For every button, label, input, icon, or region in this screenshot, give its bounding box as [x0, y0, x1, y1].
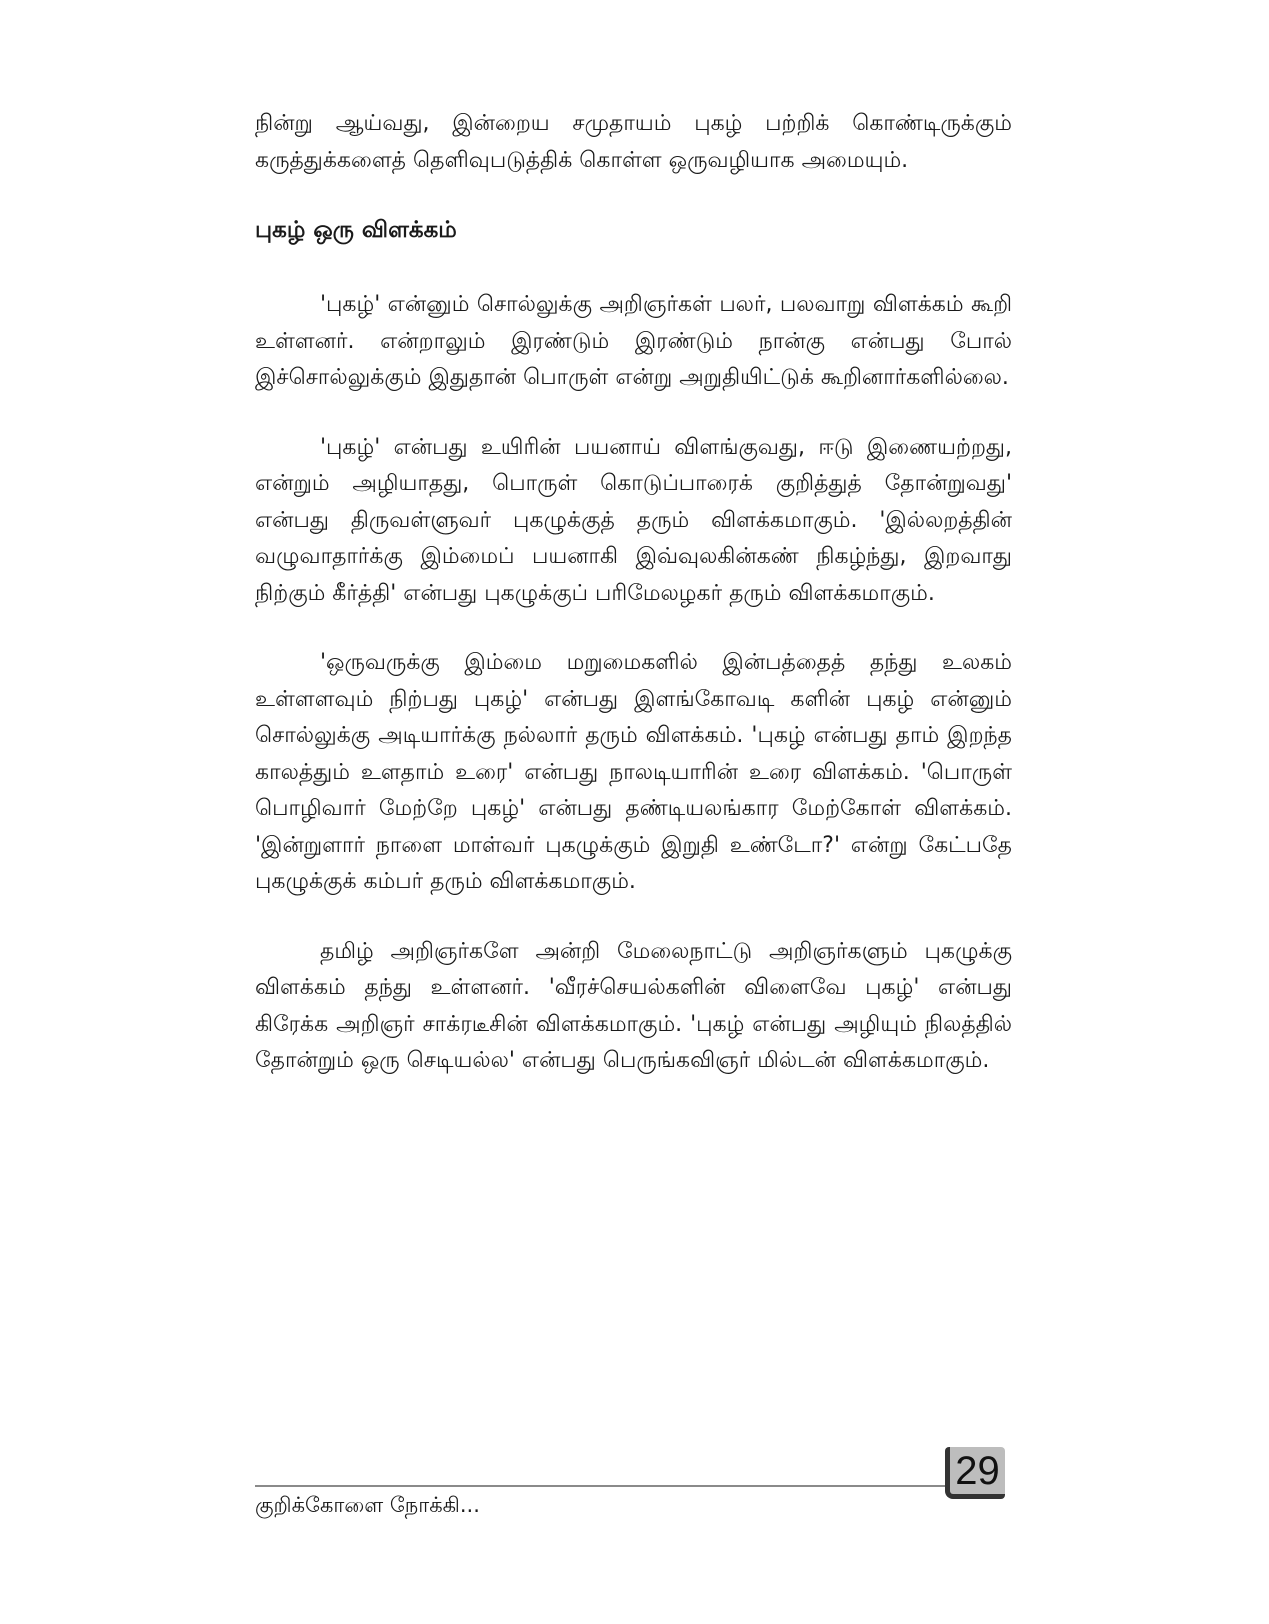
running-footer-title: குறிக்கோளை நோக்கி...: [255, 1493, 480, 1517]
paragraph-2: 'புகழ்' என்பது உயிரின் பயனாய் விளங்குவது, ஈடு இணையற்றது, என்றும் அழியாதது, பொருள் கொடுப்பாரைக் குறித்துத் தோன்றுவது' என்பது திருவள்ளுவர் புகழுக்குத் தரும் விளக்கமாகும். 'இல்லறத்தின் வழுவாதார்க்கு இம்மைப் பயனாகி இவ்வுலகின்கண் நிகழ்ந்து, இறவாது நிற்கும் கீர்த்தி' என்பது புகழுக்குப் பரிமேலழகர் தரும் விளக்கமாகும்.: [255, 434, 1012, 606]
paragraph-intro: நின்று ஆய்வது, இன்றைய சமுதாயம் புகழ் பற்றிக் கொண்டிருக்கும் கருத்துக்களைத் தெளிவுபடுத்திக் கொள்ள ஒருவழியாக அமையும்.: [255, 111, 1012, 173]
paragraph-3: 'ஒருவருக்கு இம்மை மறுமைகளில் இன்பத்தைத் தந்து உலகம் உள்ளளவும் நிற்பது புகழ்' என்பது இளங்கோவடி களின் புகழ் என்னும் சொல்லுக்கு அடியார்க்கு நல்லார் தரும் விளக்கம். 'புகழ் என்பது தாம் இறந்த காலத்தும் உளதாம் உரை' என்பது நாலடியாரின் உரை விளக்கம். 'பொருள் பொழிவார் மேற்றே புகழ்' என்பது தண்டியலங்கார மேற்கோள் விளக்கம். 'இன்றுளார் நாளை மாள்வர் புகழுக்கும் இறுதி உண்டோ?' என்று கேட்பதே புகழுக்குக் கம்பர் தரும் விளக்கமாகும்.: [255, 650, 1012, 894]
paragraph-4: தமிழ் அறிஞர்களே அன்றி மேலைநாட்டு அறிஞர்களும் புகழுக்கு விளக்கம் தந்து உள்ளனர். 'வீரச்செயல்களின் விளைவே புகழ்' என்பது கிரேக்க அறிஞர் சாக்ரடீசின் விளக்கமாகும். 'புகழ் என்பது அழியும் நிலத்தில் தோன்றும் ஒரு செடியல்ல' என்பது பெருங்கவிஞர் மில்டன் விளக்கமாகும்.: [255, 938, 1012, 1073]
page-number: 29: [945, 1447, 1005, 1499]
section-heading: புகழ் ஒரு விளக்கம்: [255, 217, 457, 243]
text-column: [255, 106, 1012, 1113]
paragraph-1: 'புகழ்' என்னும் சொல்லுக்கு அறிஞர்கள் பலர், பலவாறு விளக்கம் கூறி உள்ளனர். என்றாலும் இரண்டும் இரண்டும் நான்கு என்பது போல் இச்சொல்லுக்கும் இதுதான் பொருள் என்று அறுதியிட்டுக் கூறினார்களில்லை.: [255, 292, 1012, 390]
footer-divider: [255, 1485, 945, 1487]
